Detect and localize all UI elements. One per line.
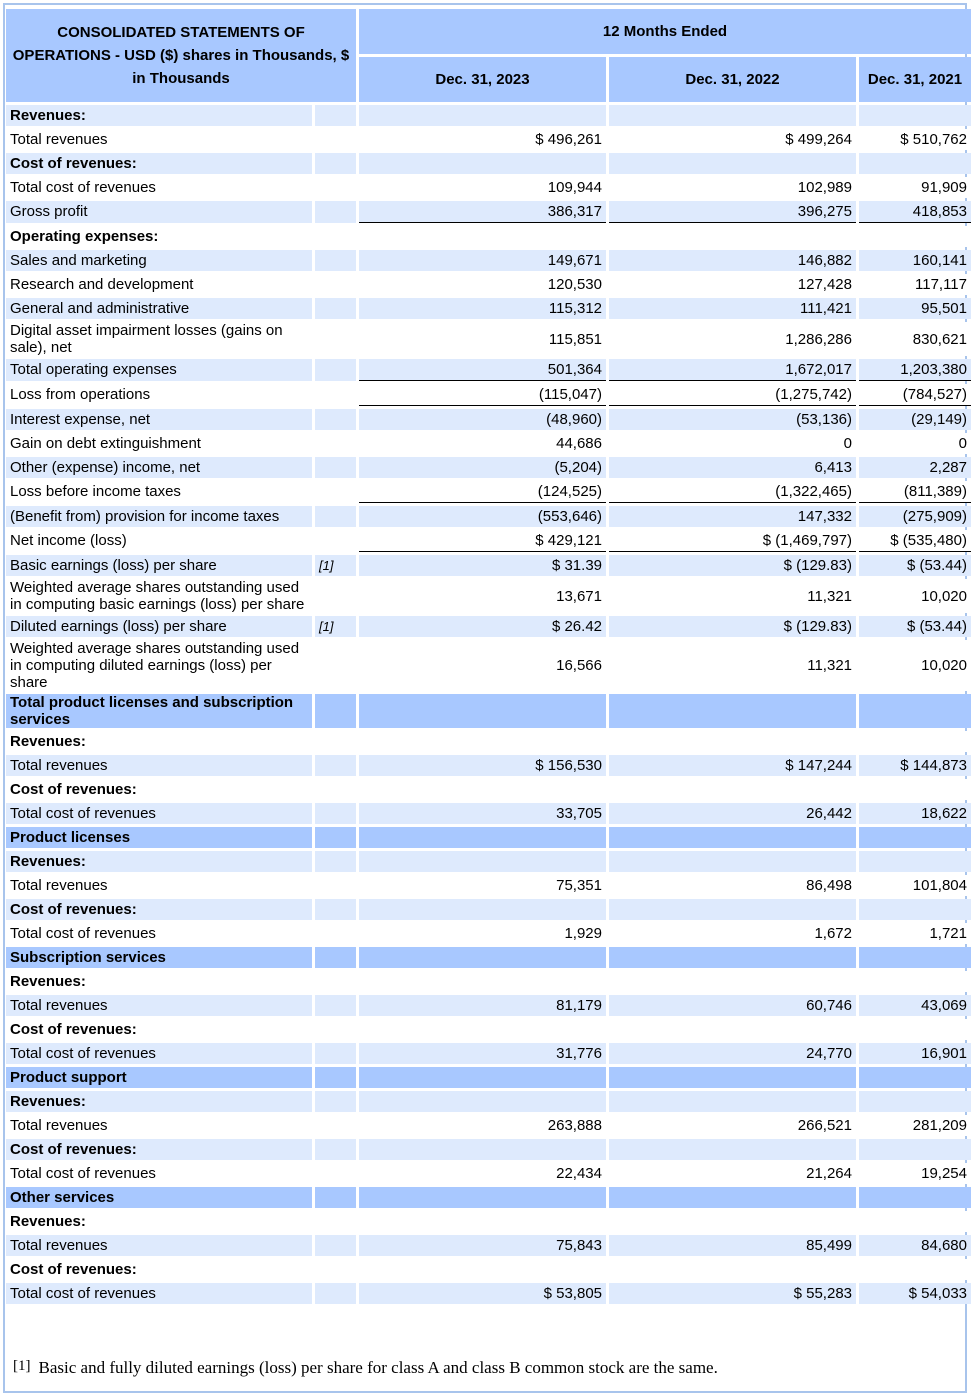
row-label: Loss from operations — [6, 384, 312, 406]
table-row — [6, 298, 971, 319]
table-row — [6, 457, 971, 478]
value-cell — [609, 899, 856, 920]
value-cell: 18,622 — [859, 803, 971, 824]
row-label: Total cost of revenues — [6, 1043, 312, 1064]
value-cell — [359, 851, 606, 872]
value-cell — [359, 899, 606, 920]
table-row — [6, 433, 971, 454]
footnote-ref — [315, 851, 356, 872]
row-label: Basic earnings (loss) per share — [6, 555, 312, 576]
value-cell — [859, 1211, 971, 1232]
value-cell: $ 144,873 — [859, 755, 971, 776]
value-cell: 31,776 — [359, 1043, 606, 1064]
row-label: (Benefit from) provision for income taxes — [6, 506, 312, 527]
table-row — [6, 530, 971, 552]
value-cell — [859, 153, 971, 174]
table-row — [6, 579, 971, 613]
value-cell: $ (129.83) — [609, 616, 856, 637]
value-cell — [609, 827, 856, 848]
value-cell: $ (1,469,797) — [609, 530, 856, 552]
value-cell: 81,179 — [359, 995, 606, 1016]
table-row — [6, 640, 971, 691]
value-cell: 1,672 — [609, 923, 856, 944]
row-label: Product support — [6, 1067, 312, 1088]
statement-rows — [6, 105, 971, 1304]
row-label: Total revenues — [6, 995, 312, 1016]
value-cell — [359, 694, 606, 728]
value-cell — [359, 779, 606, 800]
value-cell — [859, 851, 971, 872]
row-label: Revenues: — [6, 731, 312, 752]
value-cell — [609, 971, 856, 992]
table-row — [6, 226, 971, 247]
value-cell: $ 510,762 — [859, 129, 971, 150]
value-cell: 501,364 — [359, 359, 606, 381]
value-cell: $ 53,805 — [359, 1283, 606, 1304]
footnote-ref — [315, 105, 356, 126]
value-cell: 101,804 — [859, 875, 971, 896]
value-cell: $ 31.39 — [359, 555, 606, 576]
footnote-ref — [315, 530, 356, 552]
row-label: Total cost of revenues — [6, 177, 312, 198]
section-row — [6, 694, 971, 728]
table-row — [6, 506, 971, 527]
footnote-ref — [315, 457, 356, 478]
row-label: Total revenues — [6, 1115, 312, 1136]
row-label: Cost of revenues: — [6, 899, 312, 920]
row-label: Net income (loss) — [6, 530, 312, 552]
row-label: Subscription services — [6, 947, 312, 968]
footnote-ref — [315, 1283, 356, 1304]
table-row — [6, 153, 971, 174]
value-cell: $ 26.42 — [359, 616, 606, 637]
row-label: Revenues: — [6, 851, 312, 872]
value-cell: 19,254 — [859, 1163, 971, 1184]
row-label: Weighted average shares outstanding used in computing basic earnings (loss) per share — [6, 579, 312, 613]
row-label: Cost of revenues: — [6, 1019, 312, 1040]
value-cell: 418,853 — [859, 201, 971, 223]
row-label: Revenues: — [6, 1091, 312, 1112]
value-cell — [609, 153, 856, 174]
footnote-ref — [315, 250, 356, 271]
footnote-ref — [315, 995, 356, 1016]
value-cell: $ (53.44) — [859, 616, 971, 637]
table-row — [6, 779, 971, 800]
footnote-ref — [315, 640, 356, 691]
table-row — [6, 731, 971, 752]
footnote-mark: [1] — [13, 1358, 31, 1374]
footnote-ref — [315, 153, 356, 174]
value-cell: (29,149) — [859, 409, 971, 430]
row-label: Total cost of revenues — [6, 923, 312, 944]
row-label: Revenues: — [6, 971, 312, 992]
footnote-ref — [315, 226, 356, 247]
value-cell: 109,944 — [359, 177, 606, 198]
table-row — [6, 1283, 971, 1304]
value-cell: 11,321 — [609, 640, 856, 691]
value-cell — [609, 779, 856, 800]
row-label: Gain on debt extinguishment — [6, 433, 312, 454]
value-cell: 263,888 — [359, 1115, 606, 1136]
table-row — [6, 616, 971, 637]
column-header-2023: Dec. 31, 2023 — [359, 57, 606, 102]
value-cell — [359, 971, 606, 992]
value-cell: 21,264 — [609, 1163, 856, 1184]
value-cell: 127,428 — [609, 274, 856, 295]
table-row — [6, 481, 971, 503]
value-cell: 43,069 — [859, 995, 971, 1016]
value-cell — [859, 1139, 971, 1160]
value-cell: 10,020 — [859, 579, 971, 613]
footnote-ref — [315, 1163, 356, 1184]
footnote-ref — [315, 694, 356, 728]
row-label: Cost of revenues: — [6, 1259, 312, 1280]
value-cell: $ 55,283 — [609, 1283, 856, 1304]
value-cell — [359, 1019, 606, 1040]
value-cell: $ (129.83) — [609, 555, 856, 576]
value-cell: 115,312 — [359, 298, 606, 319]
footnote-ref — [315, 1235, 356, 1256]
value-cell: 60,746 — [609, 995, 856, 1016]
value-cell: 266,521 — [609, 1115, 856, 1136]
footnote-ref — [315, 359, 356, 381]
table-row — [6, 1259, 971, 1280]
section-row — [6, 827, 971, 848]
value-cell: 115,851 — [359, 322, 606, 356]
value-cell: (5,204) — [359, 457, 606, 478]
footnote-text: Basic and fully diluted earnings (loss) per share for class A and class B common stock are the same. — [38, 1358, 718, 1377]
footnote-ref — [315, 1187, 356, 1208]
footnote-ref — [315, 409, 356, 430]
table-row — [6, 409, 971, 430]
value-cell: 0 — [859, 433, 971, 454]
value-cell: 24,770 — [609, 1043, 856, 1064]
value-cell: 1,672,017 — [609, 359, 856, 381]
value-cell — [859, 971, 971, 992]
period-header: 12 Months Ended — [359, 9, 971, 54]
row-label: General and administrative — [6, 298, 312, 319]
row-label: Total cost of revenues — [6, 803, 312, 824]
value-cell — [859, 1067, 971, 1088]
value-cell: 0 — [609, 433, 856, 454]
row-label: Total revenues — [6, 755, 312, 776]
value-cell: 1,721 — [859, 923, 971, 944]
value-cell — [609, 731, 856, 752]
row-label: Other services — [6, 1187, 312, 1208]
table-row — [6, 899, 971, 920]
value-cell — [609, 105, 856, 126]
value-cell — [859, 694, 971, 728]
column-header-2021: Dec. 31, 2021 — [859, 57, 971, 102]
table-row — [6, 555, 971, 576]
value-cell: 75,351 — [359, 875, 606, 896]
value-cell: 111,421 — [609, 298, 856, 319]
section-row — [6, 947, 971, 968]
value-cell: (275,909) — [859, 506, 971, 527]
row-label: Operating expenses: — [6, 226, 312, 247]
value-cell: 6,413 — [609, 457, 856, 478]
value-cell: 117,117 — [859, 274, 971, 295]
table-row — [6, 851, 971, 872]
value-cell: (48,960) — [359, 409, 606, 430]
table-row — [6, 177, 971, 198]
footnote-ref: [1] — [315, 616, 356, 637]
value-cell — [859, 105, 971, 126]
value-cell: 16,566 — [359, 640, 606, 691]
value-cell: 1,203,380 — [859, 359, 971, 381]
value-cell: 830,621 — [859, 322, 971, 356]
row-label: Digital asset impairment losses (gains on sale), net — [6, 322, 312, 356]
table-row — [6, 971, 971, 992]
row-label: Total revenues — [6, 875, 312, 896]
footnote-ref — [315, 579, 356, 613]
value-cell — [859, 1187, 971, 1208]
table-row — [6, 1139, 971, 1160]
value-cell: $ (535,480) — [859, 530, 971, 552]
value-cell — [859, 1019, 971, 1040]
section-row — [6, 1067, 971, 1088]
footnote-ref — [315, 506, 356, 527]
value-cell: $ (53.44) — [859, 555, 971, 576]
value-cell: 281,209 — [859, 1115, 971, 1136]
row-label: Cost of revenues: — [6, 153, 312, 174]
value-cell: 75,843 — [359, 1235, 606, 1256]
column-header-2022: Dec. 31, 2022 — [609, 57, 856, 102]
row-label: Revenues: — [6, 105, 312, 126]
row-label: Total operating expenses — [6, 359, 312, 381]
footnote-ref — [315, 971, 356, 992]
table-row — [6, 1019, 971, 1040]
value-cell — [609, 851, 856, 872]
value-cell — [609, 694, 856, 728]
row-label: Total cost of revenues — [6, 1283, 312, 1304]
row-label: Total product licenses and subscription services — [6, 694, 312, 728]
value-cell — [359, 731, 606, 752]
value-cell: 396,275 — [609, 201, 856, 223]
table-row — [6, 274, 971, 295]
table-row — [6, 1043, 971, 1064]
value-cell: (784,527) — [859, 384, 971, 406]
footnote-ref — [315, 384, 356, 406]
value-cell: 16,901 — [859, 1043, 971, 1064]
footnote-ref — [315, 298, 356, 319]
value-cell — [859, 779, 971, 800]
footnote-ref: [1] — [315, 555, 356, 576]
table-row — [6, 875, 971, 896]
footnote-ref — [315, 274, 356, 295]
row-label: Research and development — [6, 274, 312, 295]
value-cell — [859, 731, 971, 752]
row-label: Diluted earnings (loss) per share — [6, 616, 312, 637]
value-cell: $ 499,264 — [609, 129, 856, 150]
value-cell — [859, 827, 971, 848]
value-cell: 91,909 — [859, 177, 971, 198]
section-row — [6, 1187, 971, 1208]
value-cell: (1,322,465) — [609, 481, 856, 503]
footnote-ref — [315, 1043, 356, 1064]
table-row — [6, 1163, 971, 1184]
value-cell: 147,332 — [609, 506, 856, 527]
value-cell — [859, 1091, 971, 1112]
value-cell: 149,671 — [359, 250, 606, 271]
value-cell — [359, 1259, 606, 1280]
value-cell: 22,434 — [359, 1163, 606, 1184]
value-cell: 102,989 — [609, 177, 856, 198]
value-cell: 33,705 — [359, 803, 606, 824]
value-cell — [359, 1139, 606, 1160]
table-row — [6, 1091, 971, 1112]
row-label: Total cost of revenues — [6, 1163, 312, 1184]
footnote-ref — [315, 1139, 356, 1160]
value-cell — [359, 1187, 606, 1208]
footnote-ref — [315, 731, 356, 752]
value-cell: 95,501 — [859, 298, 971, 319]
table-row — [6, 803, 971, 824]
footnote-ref — [315, 1211, 356, 1232]
value-cell: 13,671 — [359, 579, 606, 613]
value-cell: 146,882 — [609, 250, 856, 271]
table-row — [6, 322, 971, 356]
value-cell: 1,929 — [359, 923, 606, 944]
value-cell: 26,442 — [609, 803, 856, 824]
value-cell: 85,499 — [609, 1235, 856, 1256]
value-cell — [609, 1139, 856, 1160]
footnote-ref — [315, 433, 356, 454]
row-label: Loss before income taxes — [6, 481, 312, 503]
row-label: Total revenues — [6, 129, 312, 150]
value-cell — [609, 1259, 856, 1280]
value-cell: 44,686 — [359, 433, 606, 454]
value-cell — [609, 1187, 856, 1208]
footnote-ref — [315, 1259, 356, 1280]
footnote-ref — [315, 875, 356, 896]
value-cell — [859, 947, 971, 968]
value-cell — [359, 1067, 606, 1088]
value-cell: (553,646) — [359, 506, 606, 527]
footnote-ref — [315, 779, 356, 800]
table-row — [6, 1211, 971, 1232]
footnote-ref — [315, 755, 356, 776]
value-cell: 84,680 — [859, 1235, 971, 1256]
row-label: Total revenues — [6, 1235, 312, 1256]
value-cell: 120,530 — [359, 274, 606, 295]
table-row — [6, 384, 971, 406]
value-cell — [609, 1019, 856, 1040]
value-cell — [609, 1067, 856, 1088]
value-cell: $ 429,121 — [359, 530, 606, 552]
row-label: Other (expense) income, net — [6, 457, 312, 478]
footnote-ref — [315, 803, 356, 824]
footnote-ref — [315, 899, 356, 920]
table-row — [6, 129, 971, 150]
row-label: Sales and marketing — [6, 250, 312, 271]
table-row — [6, 105, 971, 126]
value-cell — [359, 1211, 606, 1232]
row-label: Gross profit — [6, 201, 312, 223]
value-cell: 10,020 — [859, 640, 971, 691]
value-cell: $ 54,033 — [859, 1283, 971, 1304]
value-cell — [359, 827, 606, 848]
value-cell — [859, 899, 971, 920]
footnote-ref — [315, 1091, 356, 1112]
value-cell — [859, 1259, 971, 1280]
value-cell: 160,141 — [859, 250, 971, 271]
row-label: Cost of revenues: — [6, 1139, 312, 1160]
value-cell: (124,525) — [359, 481, 606, 503]
value-cell — [609, 947, 856, 968]
footnote-ref — [315, 201, 356, 223]
table-row — [6, 201, 971, 223]
value-cell: 86,498 — [609, 875, 856, 896]
table-row — [6, 1235, 971, 1256]
row-label: Product licenses — [6, 827, 312, 848]
value-cell — [359, 1091, 606, 1112]
value-cell — [359, 105, 606, 126]
footnote-ref — [315, 1019, 356, 1040]
value-cell: 386,317 — [359, 201, 606, 223]
row-label: Revenues: — [6, 1211, 312, 1232]
value-cell — [359, 947, 606, 968]
footnote-ref — [315, 1067, 356, 1088]
value-cell: (53,136) — [609, 409, 856, 430]
table-row — [6, 250, 971, 271]
row-label: Interest expense, net — [6, 409, 312, 430]
footnote-ref — [315, 1115, 356, 1136]
value-cell: (811,389) — [859, 481, 971, 503]
value-cell: (1,275,742) — [609, 384, 856, 406]
row-label: Weighted average shares outstanding used in computing diluted earnings (loss) per share — [6, 640, 312, 691]
value-cell: $ 147,244 — [609, 755, 856, 776]
footnote-ref — [315, 177, 356, 198]
value-cell — [359, 226, 606, 247]
table-row — [6, 359, 971, 381]
footnote-ref — [315, 129, 356, 150]
income-statement-table — [3, 6, 972, 1307]
footnote-ref — [315, 481, 356, 503]
value-cell: 1,286,286 — [609, 322, 856, 356]
value-cell — [609, 226, 856, 247]
row-label: Cost of revenues: — [6, 779, 312, 800]
footnote — [13, 1358, 953, 1378]
value-cell: 11,321 — [609, 579, 856, 613]
table-row — [6, 923, 971, 944]
table-row — [6, 995, 971, 1016]
value-cell: $ 496,261 — [359, 129, 606, 150]
footnote-ref — [315, 322, 356, 356]
footnote-ref — [315, 947, 356, 968]
table-title: CONSOLIDATED STATEMENTS OF OPERATIONS - USD ($) shares in Thousands, $ in Thousands — [6, 9, 356, 102]
value-cell — [609, 1211, 856, 1232]
value-cell: 2,287 — [859, 457, 971, 478]
footnote-ref — [315, 827, 356, 848]
table-row — [6, 755, 971, 776]
footnote-ref — [315, 923, 356, 944]
value-cell: (115,047) — [359, 384, 606, 406]
value-cell — [859, 226, 971, 247]
value-cell — [359, 153, 606, 174]
table-row — [6, 1115, 971, 1136]
value-cell — [609, 1091, 856, 1112]
value-cell: $ 156,530 — [359, 755, 606, 776]
